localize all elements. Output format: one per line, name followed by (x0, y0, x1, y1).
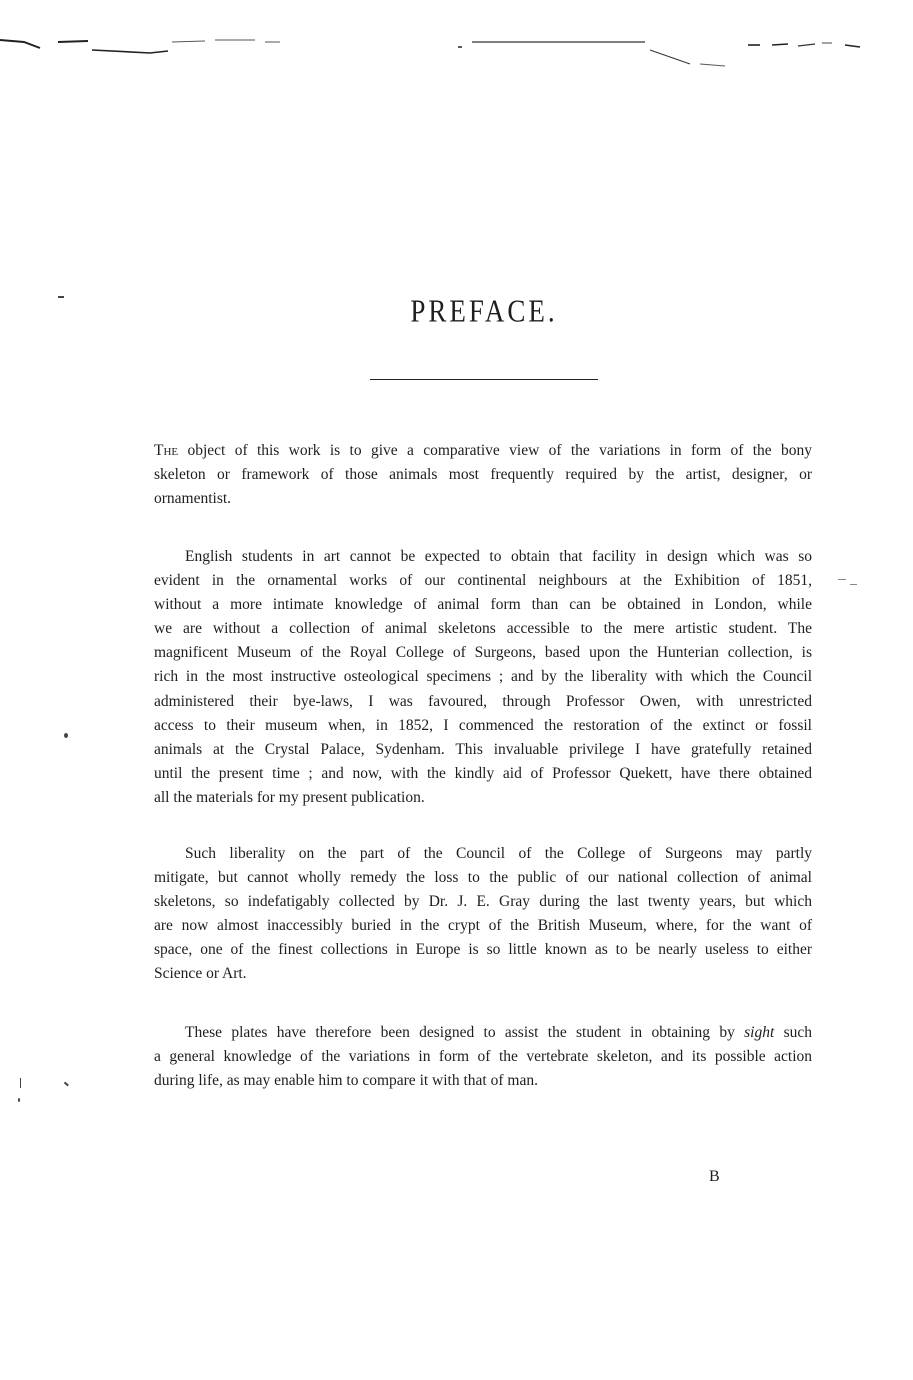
paragraph-line: Such liberality on the part of the Council of the College of Surgeons may partly (185, 845, 812, 862)
paragraph-1 (154, 439, 812, 511)
paragraph-line: a general knowledge of the variations in form of the vertebrate skeleton, and its possible action (154, 1048, 812, 1066)
paragraph-line: magnificent Museum of the Royal College of Surgeons, based upon the Hunterian collection, is (154, 644, 812, 662)
paragraph-line: evident in the ornamental works of our continental neighbours at the Exhibition of 1851, (154, 572, 812, 590)
paragraph-2 (154, 545, 812, 810)
scan-edge-marks (0, 0, 913, 80)
paragraph-line-text: object of this work is to give a comparative view of the variations in form of the bony (187, 442, 812, 459)
paragraph-line: without a more intimate knowledge of animal form than can be obtained in London, while (154, 596, 812, 614)
scan-speck (18, 1098, 20, 1102)
paragraph-line (154, 439, 812, 463)
paragraph-line: until the present time ; and now, with the kindly aid of Professor Quekett, have there obtained (154, 764, 812, 782)
paragraph-line: ornamentist. (154, 490, 232, 508)
paragraph-line: animals at the Crystal Palace, Sydenham. This invaluable privilege I have gratefully retained (154, 740, 812, 758)
paragraph-line: we are without a collection of animal skeletons accessible to the mere artistic student. The (154, 620, 812, 638)
paragraph-line: access to their museum when, in 1852, I commenced the restoration of the extinct or fossil (154, 716, 812, 734)
scan-speck (64, 1082, 69, 1086)
page-title: PREFACE. (410, 293, 558, 329)
scan-speck (64, 733, 68, 738)
scan-speck (838, 579, 846, 580)
paragraph-line: mitigate, but cannot wholly remedy the loss to the public of our national collection of animal (154, 869, 812, 887)
scan-speck (850, 584, 857, 585)
paragraph-line: Science or Art. (154, 965, 247, 983)
paragraph-3 (154, 842, 812, 987)
paragraph-line: English students in art cannot be expected to obtain that facility in design which was so (185, 548, 812, 565)
line-text: These plates have therefore been designed to assist the student in obtaining by (185, 1024, 735, 1041)
paragraph-line: are now almost inaccessibly buried in the crypt of the British Museum, where, for the want of (154, 917, 812, 935)
title-rule (370, 379, 598, 380)
signature-mark: B (709, 1168, 720, 1185)
lead-word: The (154, 442, 179, 459)
paragraph-4 (154, 1021, 812, 1093)
line-text: such (783, 1024, 813, 1041)
paragraph-line (154, 1021, 812, 1045)
paragraph-line: space, one of the finest collections in Europe is so little known as to be nearly useless to either (154, 941, 812, 959)
paragraph-line: rich in the most instructive osteological specimens ; and by the liberality with which the Council (154, 668, 812, 686)
paragraph-line: skeleton or framework of those animals most frequently required by the artist, designer, or (154, 466, 812, 484)
paragraph-line: during life, as may enable him to compare it with that of man. (154, 1072, 538, 1090)
paragraph-line: skeletons, so indefatigably collected by Dr. J. E. Gray during the last twenty years, but which (154, 893, 812, 911)
scan-speck (20, 1078, 21, 1088)
paragraph-line: all the materials for my present publication. (154, 788, 425, 806)
emphasis-sight: sight (744, 1024, 775, 1041)
paragraph-line: administered their bye-laws, I was favoured, through Professor Owen, with unrestricted (154, 692, 812, 710)
